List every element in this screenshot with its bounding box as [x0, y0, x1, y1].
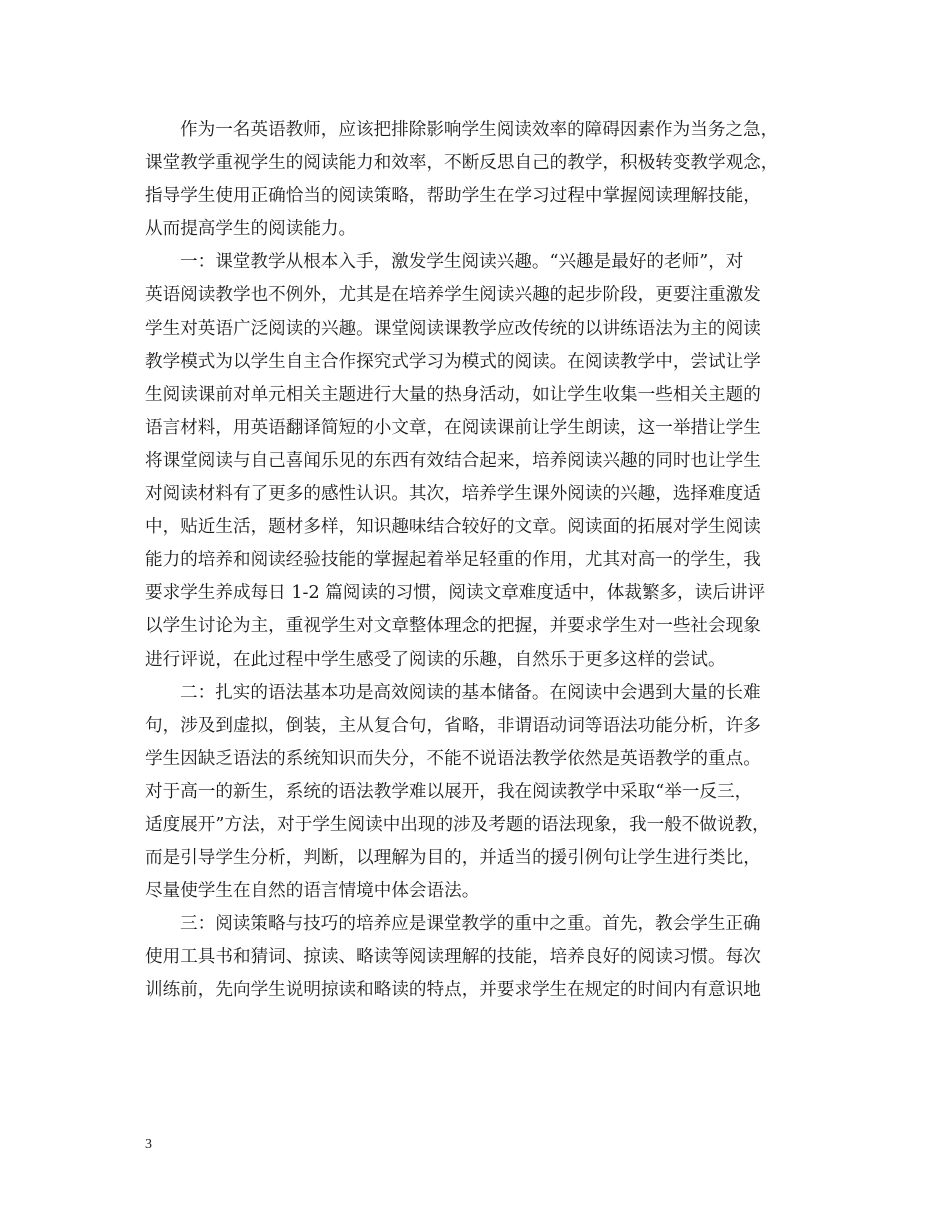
text-line: 对于高一的新生，系统的语法教学难以展开，我在阅读教学中采取“举一反三， [145, 781, 753, 802]
text-line: 指导学生使用正确恰当的阅读策略，帮助学生在学习过程中掌握阅读理解技能， [145, 186, 761, 207]
text-line: 进行评说，在此过程中学生感受了阅读的乐趣，自然乐于更多这样的尝试。 [145, 649, 726, 670]
text-line: 训练前，先向学生说明掠读和略读的特点，并要求学生在规定的时间内有意识地 [145, 980, 761, 1001]
paragraph-first-line: 一：课堂教学从根本入手，激发学生阅读兴趣。“兴趣是最好的老师”，对 [180, 252, 744, 273]
paragraph-first-line: 二：扎实的语法基本功是高效阅读的基本储备。在阅读中会遇到大量的长难 [180, 682, 761, 703]
text-line: 生阅读课前对单元相关主题进行大量的热身活动，如让学生收集一些相关主题的 [145, 384, 761, 405]
text-line: 教学模式为以学生自主合作探究式学习为模式的阅读。在阅读教学中，尝试让学 [145, 351, 761, 372]
text-line: 以学生讨论为主，重视学生对文章整体理念的把握，并要求学生对一些社会现象 [145, 616, 761, 637]
text-line: 语言材料，用英语翻译简短的小文章，在阅读课前让学生朗读，这一举措让学生 [145, 417, 761, 438]
text-line: 课堂教学重视学生的阅读能力和效率，不断反思自己的教学，积极转变教学观念， [145, 153, 779, 174]
paragraph-first-line: 作为一名英语教师，应该把排除影响学生阅读效率的障碍因素作为当务之急， [180, 120, 779, 140]
text-line: 适度展开”方法，对于学生阅读中出现的涉及考题的语法现象，我一般不做说教， [145, 814, 770, 835]
text-line: 能力的培养和阅读经验技能的掌握起着举足轻重的作用，尤其对高一的学生，我 [145, 550, 761, 571]
text-line: 而是引导学生分析，判断，以理解为目的，并适当的援引例句让学生进行类比， [145, 848, 761, 869]
body-text [145, 114, 815, 1008]
page-number: 3 [145, 1137, 152, 1152]
text-line: 句，涉及到虚拟，倒装，主从复合句，省略，非谓语动词等语法功能分析，许多 [145, 715, 761, 736]
text-line: 学生对英语广泛阅读的兴趣。课堂阅读课教学应改传统的以讲练语法为主的阅读 [145, 318, 761, 339]
text-line: 要求学生养成每日 1-2 篇阅读的习惯，阅读文章难度适中，体裁繁多，读后讲评 [145, 583, 766, 604]
paragraph-first-line: 三：阅读策略与技巧的培养应是课堂教学的重中之重。首先，教会学生正确 [180, 914, 761, 935]
text-line: 中，贴近生活，题材多样，知识趣味结合较好的文章。阅读面的拓展对学生阅读 [145, 517, 761, 538]
text-line: 学生因缺乏语法的系统知识而失分，不能不说语法教学依然是英语教学的重点。 [145, 748, 761, 769]
text-line: 英语阅读教学也不例外，尤其是在培养学生阅读兴趣的起步阶段，更要注重激发 [145, 285, 761, 306]
text-line: 使用工具书和猜词、掠读、略读等阅读理解的技能，培养良好的阅读习惯。每次 [145, 947, 761, 968]
text-line: 从而提高学生的阅读能力。 [145, 219, 357, 240]
text-line: 将课堂阅读与自己喜闻乐见的东西有效结合起来，培养阅读兴趣的同时也让学生 [145, 450, 761, 471]
text-line: 尽量使学生在自然的语言情境中体会语法。 [145, 881, 480, 902]
text-line: 对阅读材料有了更多的感性认识。其次，培养学生课外阅读的兴趣，选择难度适 [145, 484, 761, 505]
